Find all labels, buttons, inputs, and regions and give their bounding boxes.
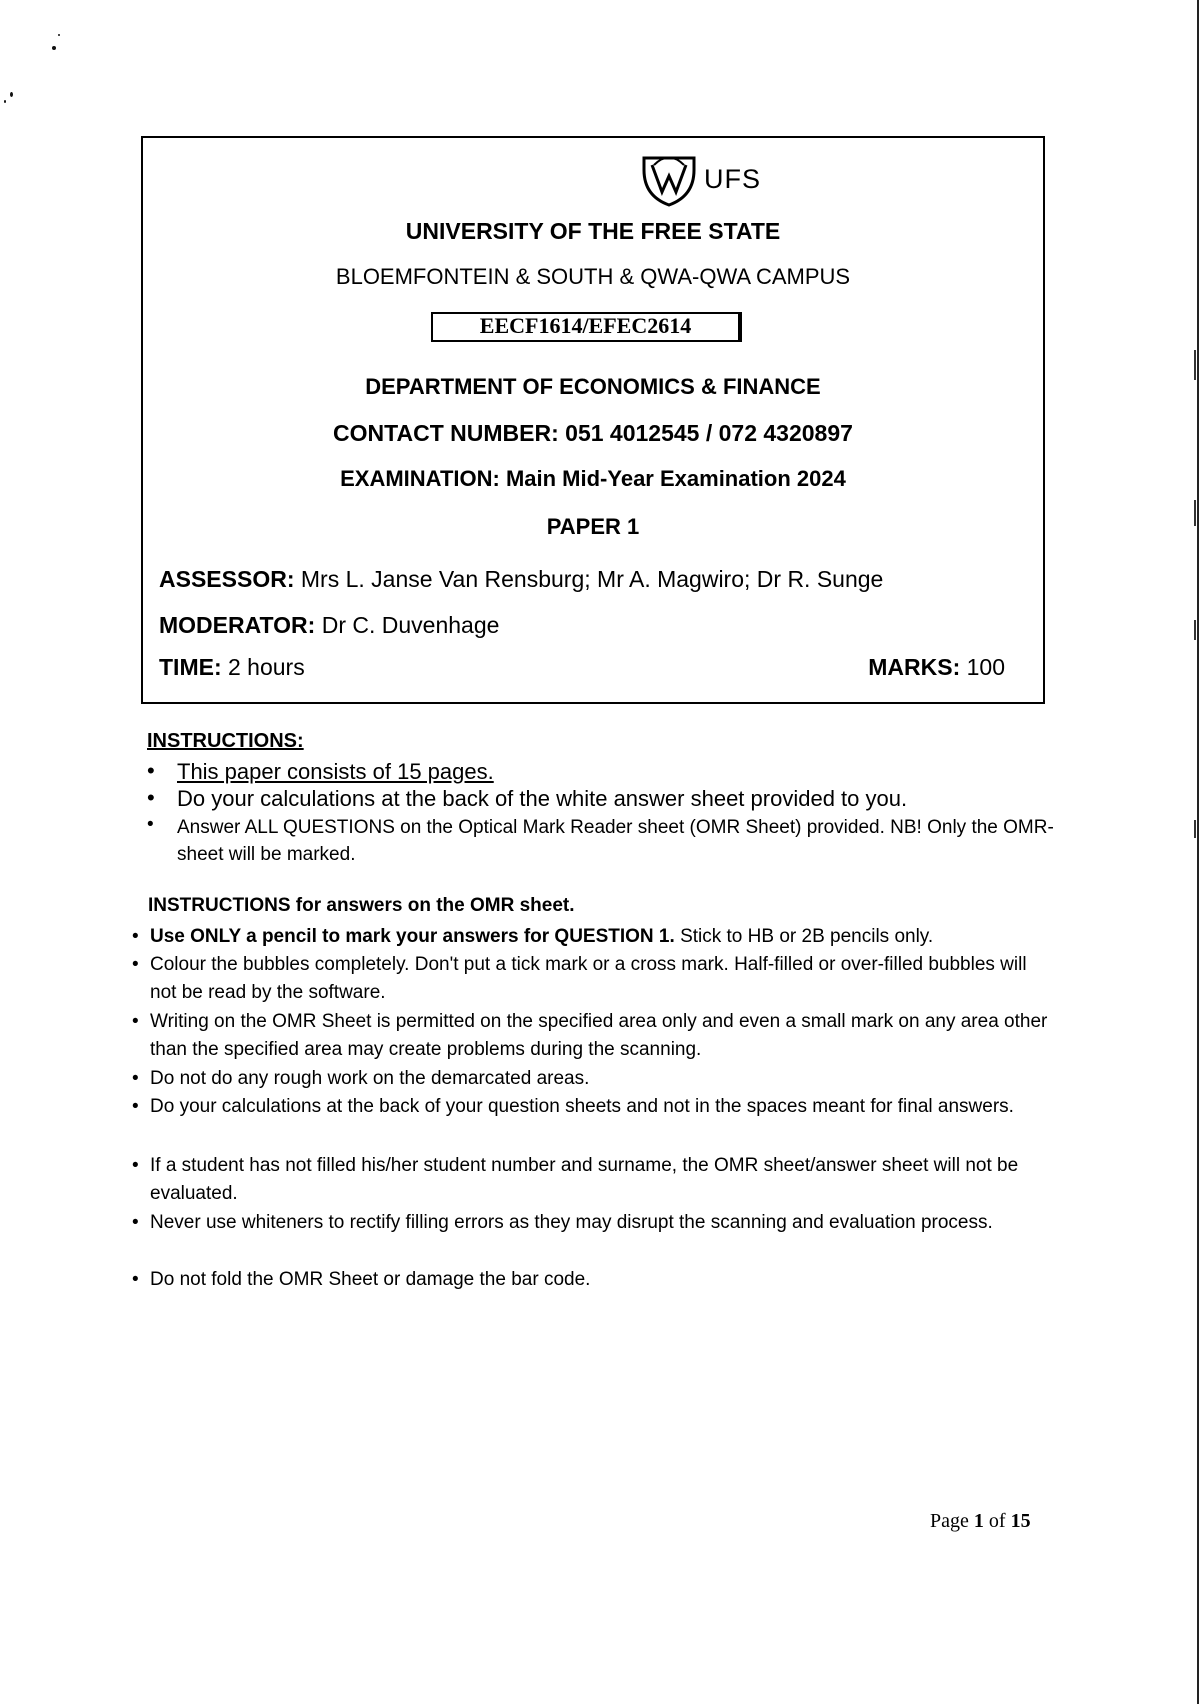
examination-value: Main Mid-Year Examination 2024 xyxy=(505,466,846,491)
assessor-value: Mrs L. Janse Van Rensburg; Mr A. Magwiro; Dr R. Sunge xyxy=(300,566,884,592)
bullet-icon: • xyxy=(132,1011,139,1032)
scan-edge-mark xyxy=(1194,820,1196,838)
instruction-text: Answer ALL QUESTIONS on the Optical Mark Reader sheet (OMR Sheet) provided. NB! Only the OMR-sheet will be marked. xyxy=(177,817,1054,865)
page-number xyxy=(930,1510,1031,1533)
omr-item-text: If a student has not filled his/her student number and surname, the OMR sheet/answer sheet will not be evaluated. xyxy=(150,1155,1019,1204)
bullet-icon: • xyxy=(132,1269,139,1290)
moderator-label: MODERATOR: xyxy=(159,612,316,638)
scan-edge-mark xyxy=(1194,500,1196,526)
omr-heading: INSTRUCTIONS for answers on the OMR sheet. xyxy=(148,895,575,916)
bullet-icon: • xyxy=(147,785,155,810)
scan-edge-mark xyxy=(1194,620,1196,640)
instruction-text: Do your calculations at the back of the white answer sheet provided to you. xyxy=(177,786,908,811)
assessor-label: ASSESSOR: xyxy=(159,566,295,592)
time-row xyxy=(159,654,305,681)
university-name: UNIVERSITY OF THE FREE STATE xyxy=(405,218,781,244)
paper-line: PAPER 1 xyxy=(546,514,640,539)
assessor-row xyxy=(159,566,883,593)
omr-item-text: Do your calculations at the back of your question sheets and not in the spaces meant for final answers. xyxy=(150,1096,1014,1117)
scan-speck xyxy=(58,34,60,36)
page-prefix: Page xyxy=(930,1510,969,1532)
bullet-icon: • xyxy=(147,814,154,835)
instructions-section xyxy=(147,730,1067,865)
instructions-heading: INSTRUCTIONS: xyxy=(147,730,304,752)
scan-edge-line xyxy=(1197,0,1199,1704)
omr-item-text xyxy=(150,923,1050,951)
omr-item-text: Writing on the OMR Sheet is permitted on the specified area only and even a small mark on any area other than the specified area may create problems during the scanning. xyxy=(150,1011,1048,1060)
scan-edge-mark xyxy=(1194,350,1196,380)
scan-speck xyxy=(10,92,13,97)
time-label: TIME: xyxy=(159,654,222,680)
omr-item-text: Do not do any rough work on the demarcated areas. xyxy=(150,1068,590,1089)
logo-text: UFS xyxy=(704,164,761,194)
ufs-logo xyxy=(638,152,778,212)
marks-label: MARKS: xyxy=(868,654,961,680)
ufs-shield-icon xyxy=(638,152,700,208)
bullet-icon: • xyxy=(147,758,155,783)
bullet-icon: • xyxy=(132,1155,139,1176)
omr-item-text: Do not fold the OMR Sheet or damage the bar code. xyxy=(150,1269,591,1290)
omr-item-text: Never use whiteners to rectify filling errors as they may disrupt the scanning and evaluation process. xyxy=(150,1212,993,1233)
exam-header-box xyxy=(141,136,1045,704)
scan-speck xyxy=(4,100,6,103)
bullet-icon: • xyxy=(132,954,139,975)
omr-item-text: Colour the bubbles completely. Don't put a tick mark or a cross mark. Half-filled or over-filled bubbles will not be read by the software. xyxy=(150,954,1027,1003)
bullet-icon: • xyxy=(132,1068,139,1089)
moderator-row xyxy=(159,612,499,639)
page-current: 1 xyxy=(973,1510,984,1532)
time-value: 2 hours xyxy=(228,654,305,680)
omr-item-bold: Use ONLY a pencil to mark your answers for QUESTION 1. xyxy=(150,926,675,947)
page-total: 15 xyxy=(1010,1510,1031,1532)
page-sep: of xyxy=(988,1510,1006,1532)
moderator-value: Dr C. Duvenhage xyxy=(321,612,500,638)
department-line: DEPARTMENT OF ECONOMICS & FINANCE xyxy=(365,374,821,399)
bullet-icon: • xyxy=(132,926,139,947)
marks-value: 100 xyxy=(966,654,1005,680)
examination-label: EXAMINATION: xyxy=(340,466,500,491)
scan-speck xyxy=(52,46,56,50)
contact-line: CONTACT NUMBER: 051 4012545 / 072 4320897 xyxy=(333,420,853,446)
omr-item-rest: Stick to HB or 2B pencils only. xyxy=(680,926,934,947)
bullet-icon: • xyxy=(132,1096,139,1117)
campus-line: BLOEMFONTEIN & SOUTH & QWA-QWA CAMPUS xyxy=(335,264,851,289)
course-code-box: EECF1614/EFEC2614 xyxy=(431,312,742,342)
instruction-text: This paper consists of 15 pages. xyxy=(177,759,494,784)
marks-row xyxy=(868,654,1005,681)
examination-line xyxy=(143,466,1043,492)
bullet-icon: • xyxy=(132,1212,139,1233)
